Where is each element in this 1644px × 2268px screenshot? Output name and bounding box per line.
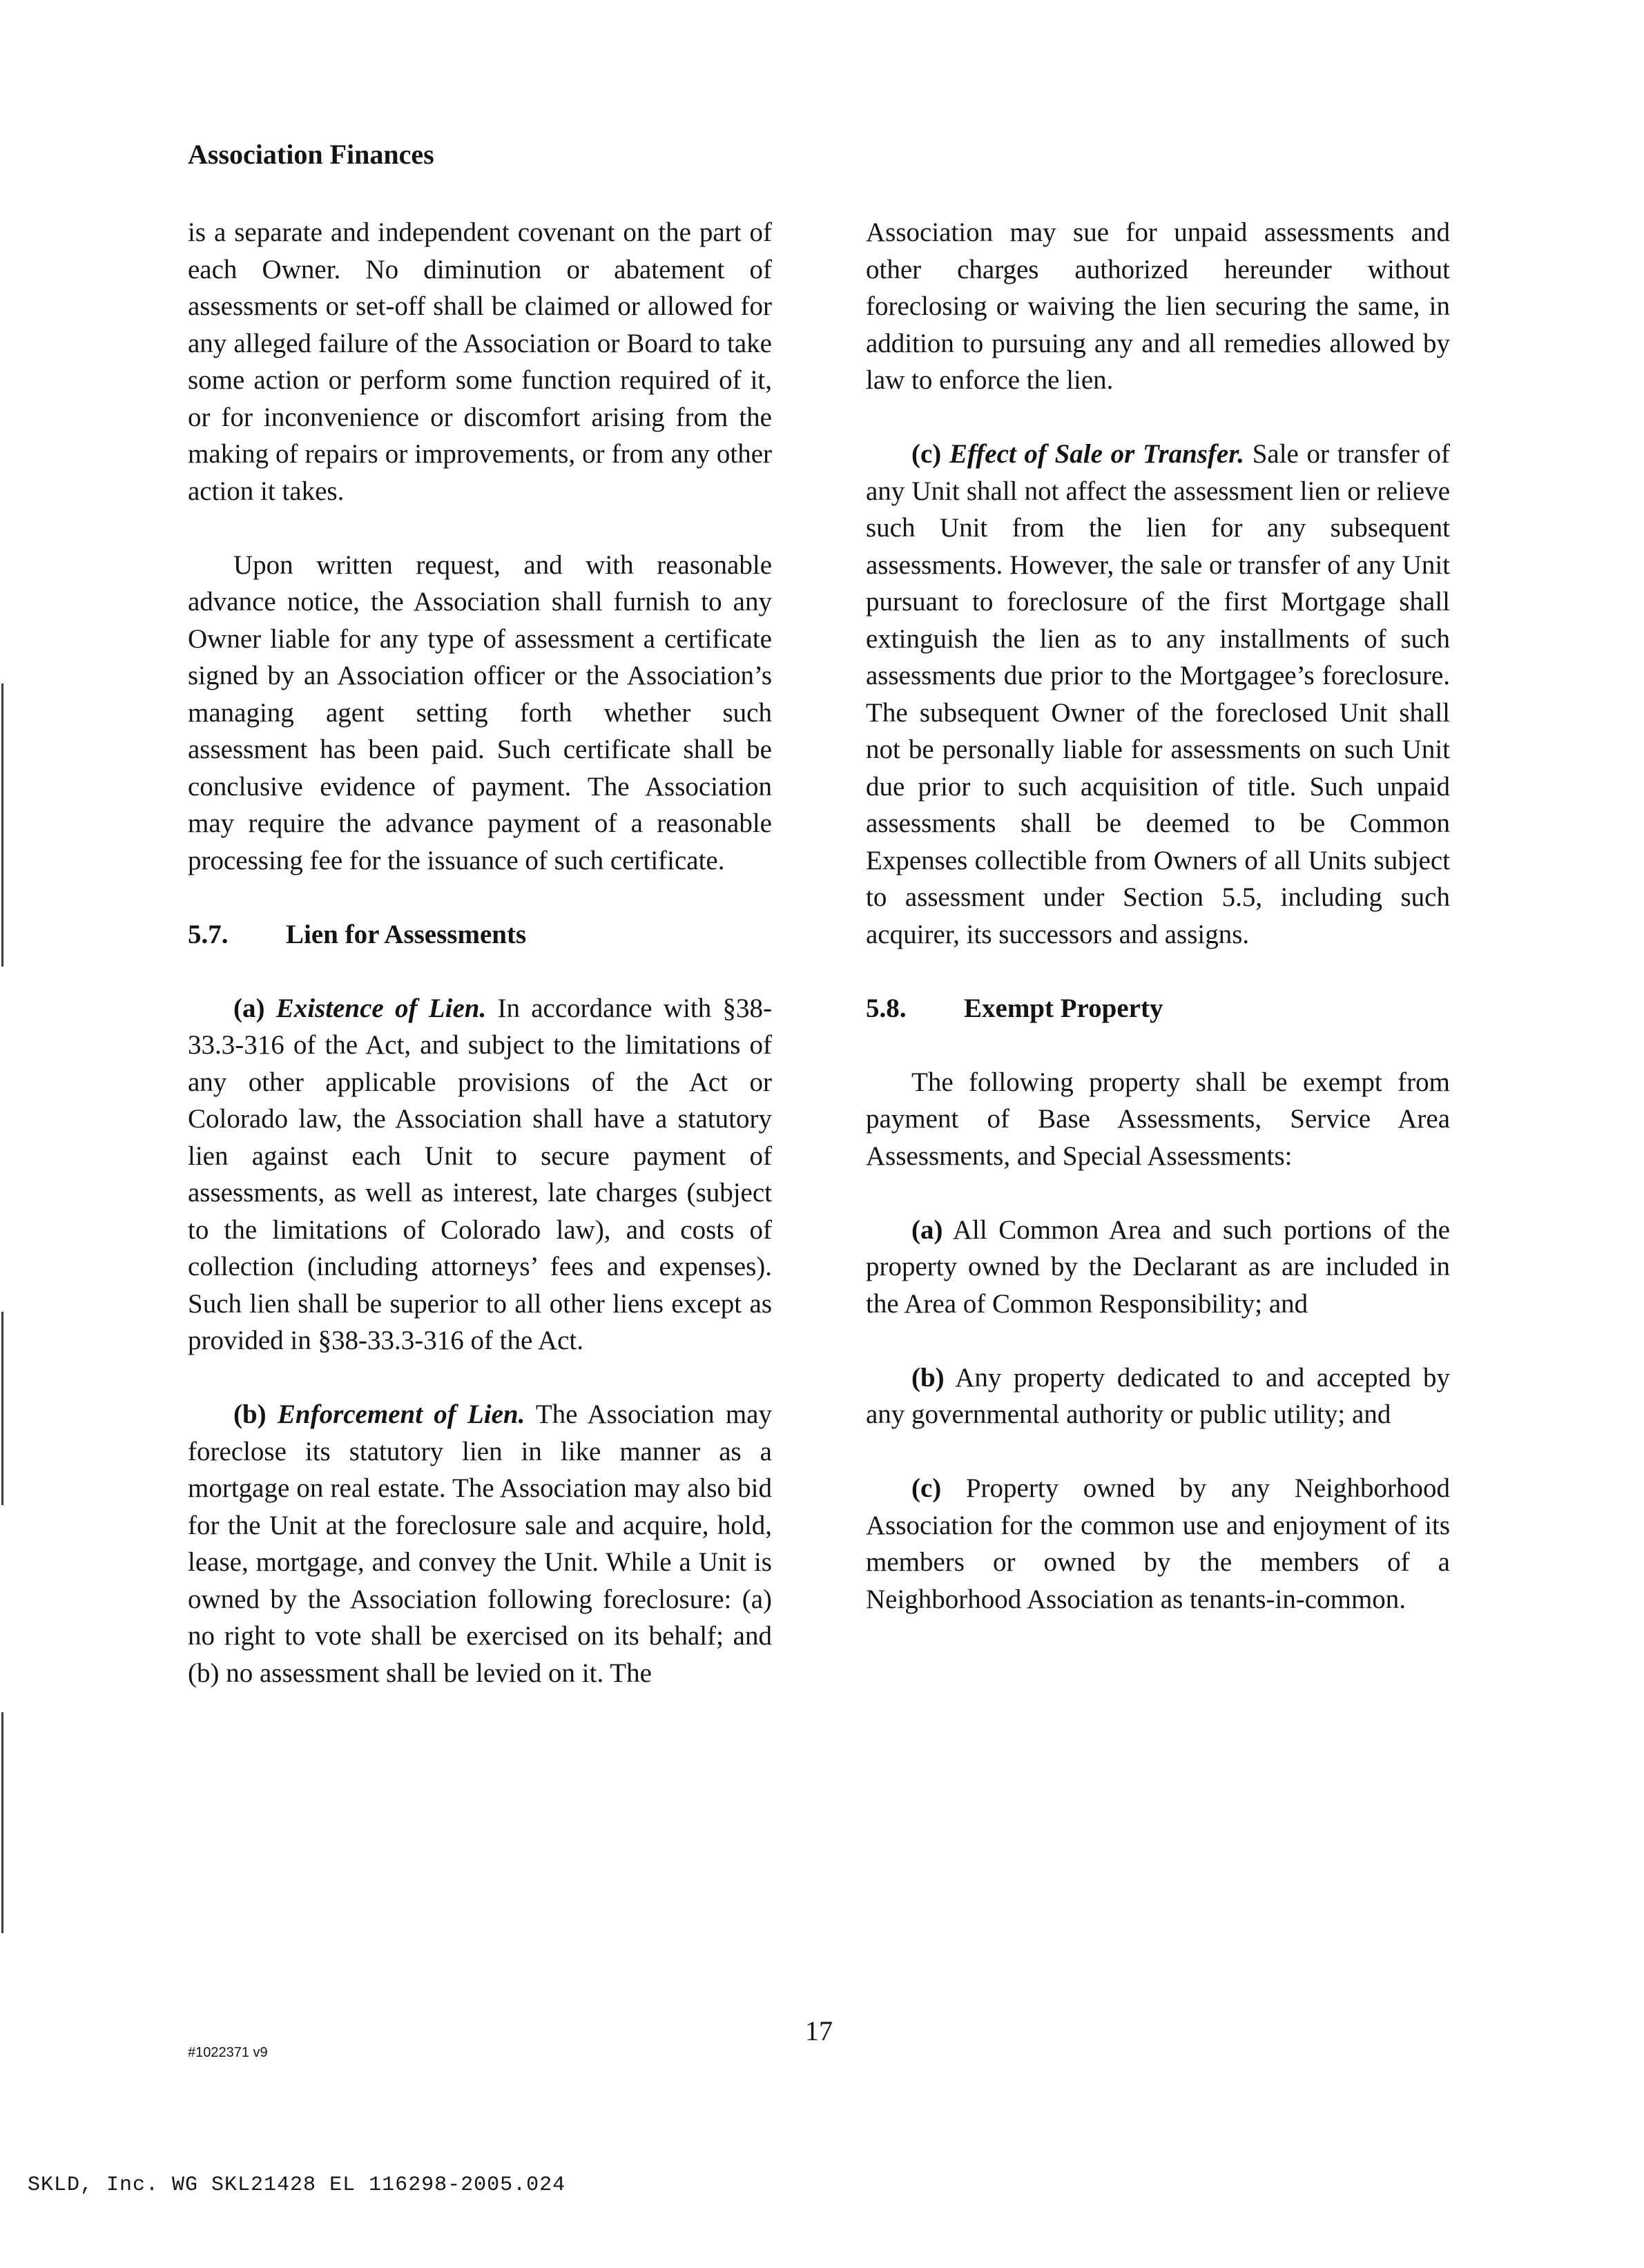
subsection-marker: (a): [233, 993, 265, 1023]
item-text: All Common Area and such portions of the property owned by the Declarant as are included in the Area of Common Responsibility; and: [866, 1214, 1450, 1319]
subsection-marker: (c): [911, 439, 942, 469]
paragraph-exempt-intro: The following property shall be exempt from payment of Base Assessments, Service Area Assessments, and Special Assessments:: [866, 1067, 1450, 1171]
exempt-item-b: [866, 1359, 1450, 1433]
subsection-title: Effect of Sale or Transfer.: [949, 439, 1245, 469]
footer-stamp: SKLD, Inc. WG SKL21428 EL 116298-2005.024: [28, 2173, 566, 2197]
item-marker: (b): [911, 1362, 945, 1393]
item-text: Property owned by any Neighborhood Association for the common use and enjoyment of its members or owned by the members of a Neighborhood Association as tenants-in-common.: [866, 1473, 1450, 1614]
subsection-c-effect-of-sale: [866, 436, 1450, 953]
subsection-text: Sale or transfer of any Unit shall not affect the assessment lien or relieve such Unit from the lien for any subsequent assessments. However, the sale or transfer of any Unit pursuant to foreclosure of the first Mortgage shall extinguish the lien as to any installments of such assessments due prior to the Mortgagee’s foreclosure. The subsequent Owner of the foreclosed Unit shall not be personally liable for assessments on such Unit due prior to such acquisition of title. Such unpaid assessments shall be deemed to be Common Expenses collectible from Owners of all Units subject to assessment under Section 5.5, including such acquirer, its successors and assigns.: [866, 439, 1451, 949]
paragraph-continued: Association may sue for unpaid assessments and other charges authorized hereunder without foreclosing or waiving the lien securing the same, in addition to pursuing any and all remedies allowed by law to enforce the lien.: [866, 217, 1450, 395]
subsection-b-enforcement-of-lien: [188, 1396, 772, 1692]
item-marker: (c): [911, 1473, 942, 1503]
section-title: Exempt Property: [964, 993, 1163, 1023]
section-5-8-heading: [866, 990, 1450, 1027]
page-header: Association Finances: [188, 139, 434, 170]
paragraph-covenant: is a separate and independent covenant on the part of each Owner. No diminution or abatement of assessments or set-off shall be claimed or allowed for any alleged failure of the Association or Board to take some action or perform some function required of it, or for inconvenience or discomfort arising from the making of repairs or improvements, or from any other action it takes.: [188, 217, 772, 506]
scan-margin-mark: [1, 684, 3, 967]
left-column: [188, 214, 772, 1729]
subsection-title: Enforcement of Lien.: [277, 1399, 525, 1429]
item-text: Any property dedicated to and accepted by any governmental authority or public utility; and: [866, 1362, 1450, 1429]
scan-margin-mark: [1, 1312, 3, 1505]
subsection-marker: (b): [233, 1399, 267, 1429]
scan-margin-mark: [1, 1712, 3, 1933]
exempt-item-c: [866, 1470, 1450, 1618]
subsection-text: The Association may foreclose its statutory lien in like manner as a mortgage on real estate. The Association may also bid for the Unit at the foreclosure sale and acquire, hold, lease, mortgage, and convey the Unit. While a Unit is owned by the Association following foreclosure: (a) no right to vote shall be exercised on its behalf; and (b) no assessment shall be levied on it. The: [188, 1399, 772, 1688]
section-number: 5.8.: [866, 993, 907, 1023]
paragraph-certificate: Upon written request, and with reasonable advance notice, the Association shall furnish to any Owner liable for any type of assessment a certificate signed by an Association officer or the Association’s managing agent setting forth whether such assessment has been paid. Such certificate shall be conclusive evidence of payment. The Association may require the advance payment of a reasonable processing fee for the issuance of such certificate.: [188, 550, 772, 875]
section-5-7-heading: [188, 916, 772, 953]
document-id: #1022371 v9: [188, 2045, 268, 2060]
section-number: 5.7.: [188, 919, 229, 949]
subsection-text: In accordance with §38-33.3-316 of the Act, and subject to the limitations of any other applicable provisions of the Act or Colorado law, the Association shall have a statutory lien against each Unit to secure payment of assessments, as well as interest, late charges (subject to the limitations of Colorado law), and costs of collection (including attorneys’ fees and expenses). Such lien shall be superior to all other liens except as provided in §38-33.3-316 of the Act.: [188, 993, 772, 1355]
exempt-item-a: [866, 1212, 1450, 1323]
item-marker: (a): [911, 1214, 943, 1245]
section-title: Lien for Assessments: [286, 919, 527, 949]
right-column: [866, 214, 1450, 1655]
subsection-title: Existence of Lien.: [275, 993, 487, 1023]
subsection-a-existence-of-lien: [188, 990, 772, 1359]
page-number: 17: [805, 2015, 833, 2046]
